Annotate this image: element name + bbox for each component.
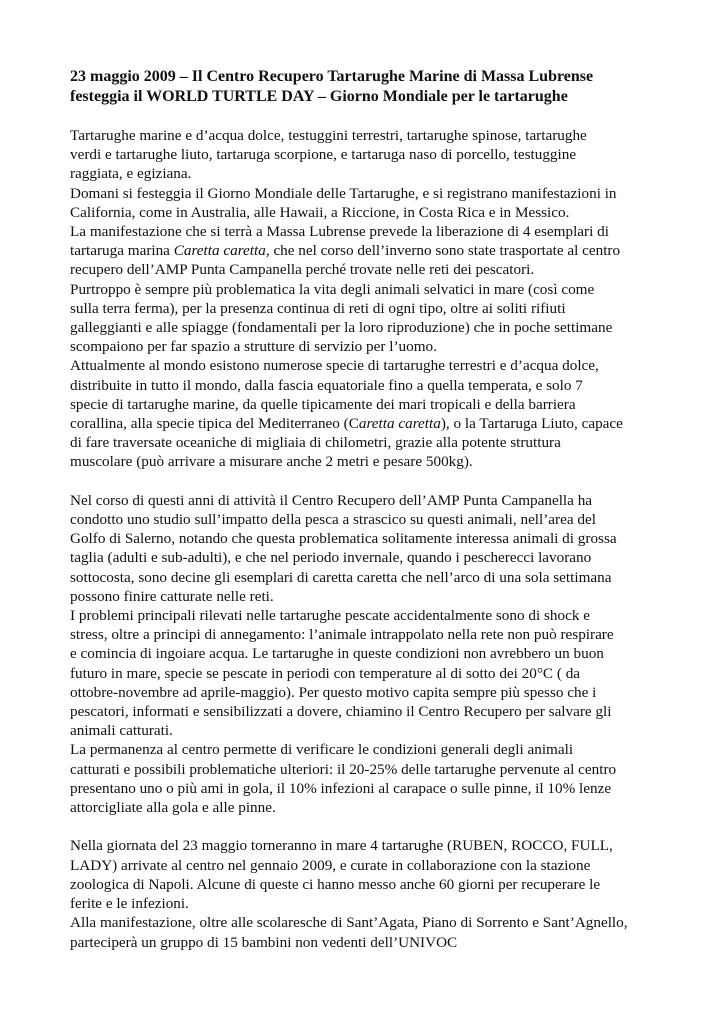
text-line: zoologica di Napoli. Alcune di queste ci hanno messo anche 60 giorni per recuperare le	[70, 875, 601, 893]
document-page	[70, 67, 660, 952]
title-line: festeggia il WORLD TURTLE DAY – Giorno Mondiale per le tartarughe	[70, 88, 568, 105]
text-line: taglia (adulti e sub-adulti), e che nel periodo invernale, quando i pescherecci lavorano	[70, 549, 592, 567]
text-line: futuro in mare, specie se pescate in periodi con temperature al di sotto dei 20°C ( da	[70, 664, 581, 682]
species-name-italic: Caretta caretta,	[173, 242, 270, 260]
text-line: I problemi principali rilevati nelle tartarughe pescate accidentalmente sono di shock e	[70, 607, 590, 625]
text-line: attorcigliate alla gola e alle pinne.	[70, 799, 276, 817]
text-line: verdi e tartarughe liuto, tartaruga scorpione, e tartaruga naso di porcello, testuggine	[70, 146, 577, 164]
text-run: tartaruga marina	[70, 242, 174, 260]
text-line: condotto uno studio sull’impatto della pesca a strascico su questi animali, nell’area del	[70, 511, 596, 529]
paragraph-species-worldwide	[70, 356, 660, 471]
text-line: specie di tartarughe marine, da quelle tipicamente dei mari tropicali e della barriera	[70, 395, 576, 413]
text-line: recupero dell’AMP Punta Campanella perché trovate nelle reti dei pescatori.	[70, 261, 535, 279]
text-line: ottobre-novembre ad aprile-maggio). Per questo motivo capita sempre più spesso che i	[70, 683, 597, 701]
text-line: Purtroppo è sempre più problematica la vita degli animali selvatici in mare (così come	[70, 280, 595, 298]
text-line: ferite e le infezioni.	[70, 895, 189, 913]
title-line: 23 maggio 2009 – Il Centro Recupero Tartarughe Marine di Massa Lubrense	[70, 68, 594, 85]
text-run: ), o la Tartaruga Liuto, capace	[440, 415, 623, 433]
text-line: Attualmente al mondo esistono numerose specie di tartarughe terrestri e d’acqua dolce,	[70, 357, 599, 375]
paragraph-main-problems	[70, 606, 660, 740]
text-line: distribuite in tutto il mondo, dalla fascia equatoriale fino a quella temperata, e solo 7	[70, 376, 583, 394]
text-line: e comincia di ingoiare acqua. Le tartarughe in queste condizioni non avrebbero un buon	[70, 645, 604, 663]
text-line: Nel corso di questi anni di attività il Centro Recupero dell’AMP Punta Campanella ha	[70, 491, 593, 509]
paragraph-center-stay	[70, 740, 660, 817]
paragraph-release-day	[70, 836, 660, 913]
text-line: raggiata, e egiziana.	[70, 165, 192, 183]
text-line: possono finire catturate nelle reti.	[70, 587, 274, 605]
text-line: presentano uno o più ami in gola, il 10% infezioni al carapace o sulle pinne, il 10% lenze	[70, 779, 612, 797]
species-name-italic: aretta caretta	[358, 415, 441, 433]
text-line: Golfo di Salerno, notando che questa problematica solitamente interessa animali di grossa	[70, 530, 617, 548]
paragraph-turtle-types	[70, 126, 660, 184]
paragraph-spacer	[70, 472, 660, 491]
text-line: sulla terra ferma), per la presenza continua di reti di ogni tipo, oltre ai soliti rifiuti	[70, 299, 566, 317]
text-line: muscolare (può arrivare a misurare anche 2 metri e pesare 500kg).	[70, 453, 473, 471]
paragraph-problems-sea	[70, 280, 660, 357]
text-line: galleggianti e alle spiagge (fondamentali per la loro riproduzione) che in poche settimane	[70, 319, 613, 337]
text-line: pescatori, informati e sensibilizzati a dovere, chiamino il Centro Recupero per salvare gli	[70, 703, 612, 721]
text-line: di fare traversate oceaniche di migliaia di chilometri, grazie alla potente struttura	[70, 434, 561, 452]
text-line: parteciperà un gruppo di 15 bambini non vedenti dell’UNIVOC	[70, 933, 458, 951]
text-line: LADY) arrivate al centro nel gennaio 2009, e curate in collaborazione con la stazione	[70, 856, 591, 874]
text-run: che nel corso dell’inverno sono state trasportate al centro	[269, 242, 621, 260]
text-line: Nella giornata del 23 maggio torneranno in mare 4 tartarughe (RUBEN, ROCCO, FULL,	[70, 837, 613, 855]
paragraph-participants	[70, 913, 660, 951]
text-line: scompaiono per far spazio a strutture di servizio per l’uomo.	[70, 338, 437, 356]
paragraph-spacer	[70, 817, 660, 836]
text-line: Domani si festeggia il Giorno Mondiale delle Tartarughe, e si registrano manifestazioni in	[70, 184, 617, 202]
paragraph-trawl-study	[70, 491, 660, 606]
text-run: corallina, alla specie tipica del Mediterraneo (C	[70, 415, 359, 433]
text-line: sottocosta, sono decine gli esemplari di caretta caretta che nell’arco di una sola settimana	[70, 568, 612, 586]
text-line: Tartarughe marine e d’acqua dolce, testuggini terrestri, tartarughe spinose, tartarughe	[70, 127, 587, 144]
paragraph-world-day	[70, 184, 660, 222]
text-line: La permanenza al centro permette di verificare le condizioni generali degli animali	[70, 741, 574, 759]
paragraph-release-event	[70, 222, 660, 280]
document-title	[70, 67, 660, 107]
text-line: Alla manifestazione, oltre alle scolaresche di Sant’Agata, Piano di Sorrento e Sant’Agnello,	[70, 914, 628, 932]
text-line: California, come in Australia, alle Hawaii, a Riccione, in Costa Rica e in Messico.	[70, 203, 570, 221]
text-line: catturati e possibili problematiche ulteriori: il 20-25% delle tartarughe pervenute al centro	[70, 760, 617, 778]
text-line	[70, 241, 660, 260]
text-line: stress, oltre a principi di annegamento: l’animale intrappolato nella rete non può respirare	[70, 626, 614, 644]
text-line: La manifestazione che si terrà a Massa Lubrense prevede la liberazione di 4 esemplari di	[70, 223, 609, 241]
text-line: animali catturati.	[70, 722, 173, 740]
text-line	[70, 414, 660, 433]
